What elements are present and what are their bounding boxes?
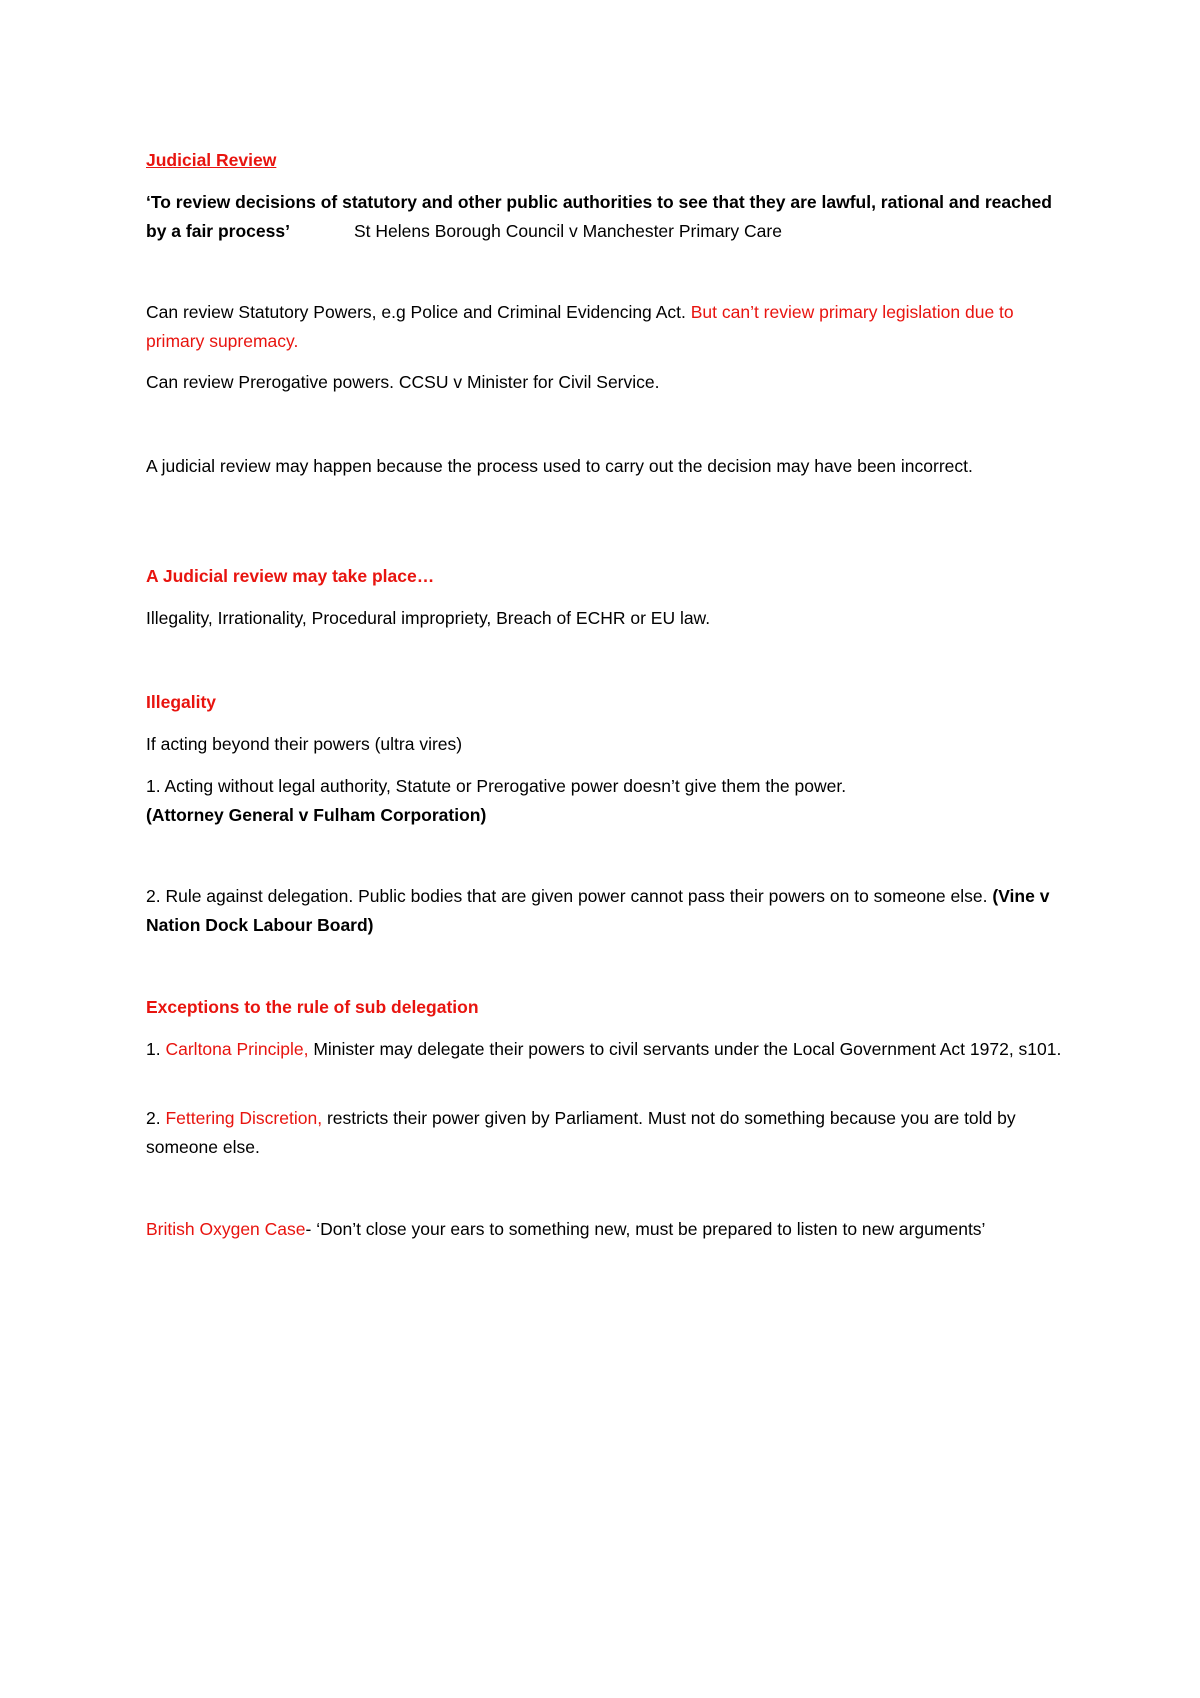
process-paragraph: A judicial review may happen because the process used to carry out the decision may have been incorrect. [146,456,973,476]
exception-1-number: 1. [146,1039,161,1059]
document-title: Judicial Review [146,150,277,170]
illegality-heading: Illegality [146,692,217,712]
statutory-powers-text: Can review Statutory Powers, e.g Police and Criminal Evidencing Act. [146,302,686,322]
exception-1-text: Minister may delegate their powers to civil servants under the Local Government Act 1972, s101. [313,1039,1062,1059]
british-oxygen-name: British Oxygen Case [146,1219,306,1239]
point-1-case: (Attorney General v Fulham Corporation) [146,805,487,825]
exceptions-heading: Exceptions to the rule of sub delegation [146,997,479,1017]
point-2-text: 2. Rule against delegation. Public bodies that are given power cannot pass their powers on to someone else. [146,886,988,906]
exception-2-text: restricts their power given by Parliament. Must not do something because you are told by someone else. [146,1108,1016,1157]
exception-1-name: Carltona Principle, [165,1039,309,1059]
definition-case: St Helens Borough Council v Manchester Primary Care [353,221,782,241]
definition-paragraph [146,188,1066,246]
exception-2-paragraph [146,1104,1066,1162]
grounds-heading: A Judicial review may take place… [146,566,435,586]
grounds-paragraph: Illegality, Irrationality, Procedural impropriety, Breach of ECHR or EU law. [146,608,711,628]
point-1-text: 1. Acting without legal authority, Statute or Prerogative power doesn’t give them the power. [146,776,847,796]
point-2-case: (Vine v Nation Dock Labour Board) [146,886,1050,935]
point-2-paragraph [146,882,1066,940]
statutory-powers-limit: But can’t review primary legislation due to primary supremacy. [146,302,1014,351]
illegality-intro: If acting beyond their powers (ultra vires) [146,734,463,754]
prerogative-paragraph: Can review Prerogative powers. CCSU v Minister for Civil Service. [146,372,660,392]
exception-2-number: 2. [146,1108,161,1128]
exception-2-name: Fettering Discretion, [165,1108,323,1128]
definition-quote: ‘To review decisions of statutory and other public authorities to see that they are lawful, rational and reached by a fair process’ [146,192,1052,241]
exception-1-paragraph [146,1035,1066,1064]
point-1-paragraph [146,772,1066,830]
british-oxygen-paragraph [146,1215,1066,1244]
statutory-powers-paragraph [146,298,1066,356]
british-oxygen-text: - ‘Don’t close your ears to something new, must be prepared to listen to new arguments’ [305,1219,986,1239]
